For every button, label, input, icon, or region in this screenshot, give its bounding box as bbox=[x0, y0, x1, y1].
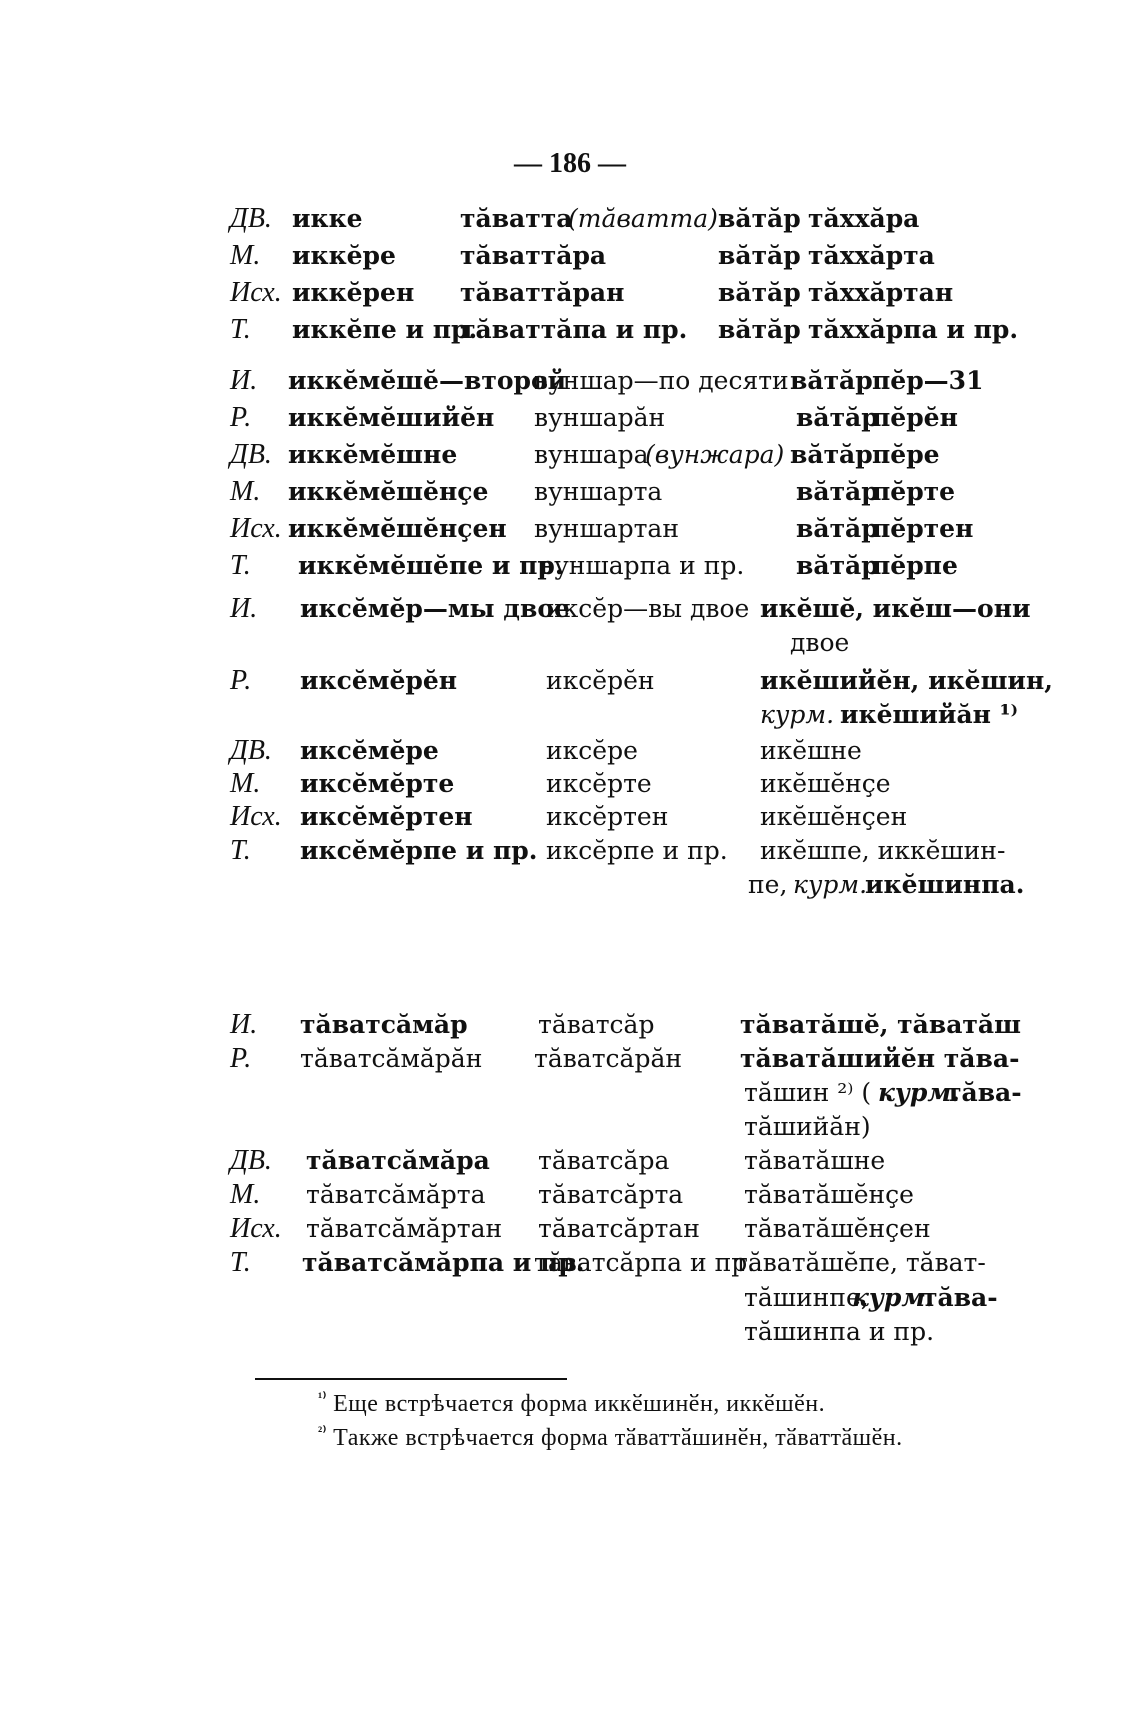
case-label: М. bbox=[230, 476, 261, 507]
cell: иксӗрте bbox=[546, 769, 652, 798]
table-row bbox=[250, 1108, 1070, 1142]
table-row bbox=[230, 362, 1070, 399]
cell: икӗшӗ, икӗш—они bbox=[760, 594, 1031, 623]
declension-block-1 bbox=[230, 200, 1070, 348]
case-label: М. bbox=[230, 1179, 261, 1210]
cell: тӑшинпе, bbox=[744, 1283, 869, 1312]
cell: икӗшӗнҫе bbox=[760, 769, 891, 798]
cell: тӑххӑрта bbox=[808, 241, 935, 270]
case-label: Р. bbox=[230, 1043, 252, 1074]
page-number: — 186 — bbox=[514, 148, 626, 179]
cell: тӑватӑшийӗн тӑва- bbox=[740, 1044, 1020, 1073]
table-row bbox=[230, 436, 1070, 473]
cell: икӗшӗнҫен bbox=[760, 802, 908, 831]
cell: пӗртен bbox=[872, 514, 974, 543]
case-label: М. bbox=[230, 240, 261, 271]
cell: тӑва- bbox=[922, 1283, 998, 1312]
cell: иксӗмӗртен bbox=[300, 802, 473, 831]
cell: тӑватсӑмӑрӑн bbox=[300, 1044, 483, 1073]
case-label: Исх. bbox=[230, 801, 282, 832]
cell: вуншар—по десяти bbox=[534, 366, 789, 395]
table-row bbox=[230, 1040, 1070, 1074]
case-label: И. bbox=[230, 365, 258, 396]
cell: тӑшинпа и пр. bbox=[744, 1317, 935, 1346]
cell: тӑватсӑмӑрта bbox=[306, 1180, 486, 1209]
case-label: Исх. bbox=[230, 1213, 282, 1244]
cell: вӑтӑр bbox=[796, 403, 879, 432]
case-label: М. bbox=[230, 768, 261, 799]
cell: икӗшинпа. bbox=[865, 870, 1025, 899]
cell: двое bbox=[790, 628, 850, 657]
cell: тӑваттӑран bbox=[460, 278, 625, 307]
table-row bbox=[230, 732, 1070, 766]
cell: икке bbox=[292, 204, 363, 233]
cell: тӑваттӑпа и пр. bbox=[460, 315, 688, 344]
cell: тӑватӑшӗпе, тӑват- bbox=[734, 1248, 986, 1277]
cell: вуншартан bbox=[534, 514, 679, 543]
cell: иккӗре bbox=[292, 241, 396, 270]
cell: иксӗмӗре bbox=[300, 736, 439, 765]
cell: тӑватта bbox=[460, 204, 573, 233]
cell: пӗрпе bbox=[872, 551, 958, 580]
table-row bbox=[230, 547, 1070, 584]
cell: иксӗре bbox=[546, 736, 638, 765]
cell: иккӗрен bbox=[292, 278, 415, 307]
cell: иккӗпе и пр. bbox=[292, 315, 478, 344]
cell: икӗшпе, иккӗшин- bbox=[760, 836, 1006, 865]
cell-italic: (тӑватта) bbox=[568, 204, 718, 233]
case-label: Т. bbox=[230, 1247, 251, 1278]
cell: тӑватсӑра bbox=[538, 1146, 670, 1175]
cell: тӑххӑртан bbox=[808, 278, 954, 307]
cell: тӑватсӑрта bbox=[538, 1180, 684, 1209]
case-label: ДВ. bbox=[230, 203, 272, 234]
cell: иккӗмӗшӗ—второй bbox=[288, 366, 567, 395]
table-row bbox=[230, 1244, 1070, 1279]
cell: тӑва- bbox=[946, 1078, 1022, 1107]
case-label: ДВ. bbox=[230, 1145, 272, 1176]
cell: пӗре bbox=[872, 440, 940, 469]
cell: вӑтӑр bbox=[796, 551, 879, 580]
table-row bbox=[230, 311, 1070, 348]
table-row bbox=[250, 1279, 1070, 1313]
cell: тӑватӑшне bbox=[744, 1146, 886, 1175]
footnote-text: Еще встрѣчается форма иккӗшинӗн, иккӗшӗн. bbox=[333, 1391, 826, 1417]
case-label: Т. bbox=[230, 835, 251, 866]
case-label: И. bbox=[230, 1009, 258, 1040]
table-row bbox=[250, 696, 1070, 732]
footnote-marker: ²⁾ bbox=[318, 1425, 327, 1440]
cell: тӑватсӑр bbox=[538, 1010, 655, 1039]
cell: иксӗмӗрпе и пр. bbox=[300, 836, 538, 865]
table-row bbox=[230, 510, 1070, 547]
cell-italic: курм. bbox=[793, 870, 868, 899]
case-label: И. bbox=[230, 593, 258, 624]
cell: иксӗр—вы двое bbox=[546, 594, 750, 623]
footnote-marker: ¹⁾ bbox=[318, 1391, 327, 1406]
cell: тӑватӑшӗнҫен bbox=[744, 1214, 931, 1243]
cell: тӑватсӑртан bbox=[538, 1214, 700, 1243]
table-row bbox=[230, 1142, 1070, 1176]
cell: пӗрте bbox=[872, 477, 956, 506]
cell: тӑваттӑра bbox=[460, 241, 607, 270]
cell: вуншарӑн bbox=[534, 403, 666, 432]
cell: тӑватсӑмӑра bbox=[306, 1146, 490, 1175]
case-label: Исх. bbox=[230, 277, 282, 308]
declension-block-3 bbox=[230, 590, 1070, 903]
cell: иксӗмӗрте bbox=[300, 769, 455, 798]
table-row bbox=[230, 832, 1070, 866]
cell: вӑтӑр bbox=[718, 204, 801, 233]
table-row bbox=[230, 1176, 1070, 1210]
cell: иккӗмӗшне bbox=[288, 440, 458, 469]
cell: пӗр—31 bbox=[872, 366, 984, 395]
cell: вӑтӑр bbox=[718, 315, 801, 344]
cell: пӗрӗн bbox=[872, 403, 958, 432]
table-row bbox=[250, 866, 1070, 903]
table-row bbox=[230, 274, 1070, 311]
table-row bbox=[230, 662, 1070, 696]
case-label: Р. bbox=[230, 665, 252, 696]
cell: иксӗрпе и пр. bbox=[546, 836, 728, 865]
cell: иккӗмӗшийӗн bbox=[288, 403, 495, 432]
cell: тӑххӑра bbox=[808, 204, 920, 233]
cell: тӑватӑшӗнҫе bbox=[744, 1180, 914, 1209]
table-row bbox=[230, 798, 1070, 832]
cell: иксӗмӗрӗн bbox=[300, 666, 458, 695]
table-row bbox=[230, 765, 1070, 799]
cell: иксӗртен bbox=[546, 802, 669, 831]
cell-italic: (вунжара) bbox=[645, 440, 785, 469]
case-label: Р. bbox=[230, 402, 252, 433]
declension-block-2 bbox=[230, 362, 1070, 584]
cell-italic: курм. bbox=[878, 1078, 960, 1107]
table-row bbox=[230, 1210, 1070, 1244]
table-row bbox=[230, 1006, 1070, 1040]
cell: тӑшийӑн) bbox=[744, 1112, 871, 1141]
cell: иккӗмӗшӗпе и пр. bbox=[298, 551, 564, 580]
cell: вуншарпа и пр. bbox=[540, 551, 745, 580]
case-label: ДВ. bbox=[230, 439, 272, 470]
cell: вӑтӑр bbox=[718, 278, 801, 307]
cell: вуншарта bbox=[534, 477, 663, 506]
table-row bbox=[230, 237, 1070, 274]
footnote-separator bbox=[255, 1378, 567, 1380]
cell: тӑватсӑмӑр bbox=[300, 1010, 468, 1039]
cell: тӑватсӑмӑртан bbox=[306, 1214, 503, 1243]
cell: тӑватӑшӗ, тӑватӑш bbox=[740, 1010, 1021, 1039]
cell: иксӗрӗн bbox=[546, 666, 655, 695]
footnote-2 bbox=[318, 1424, 903, 1452]
table-row bbox=[230, 473, 1070, 510]
footnote-text: Также встрѣчается форма тӑваттӑшинӗн, тӑваттӑшӗн. bbox=[333, 1425, 903, 1451]
footnote-1 bbox=[318, 1390, 825, 1418]
table-row bbox=[250, 624, 1070, 662]
cell: вуншара bbox=[534, 440, 649, 469]
cell: вӑтӑр bbox=[796, 514, 879, 543]
cell: пе, bbox=[748, 870, 788, 899]
case-label: Т. bbox=[230, 550, 251, 581]
cell: иксӗмӗр—мы двое bbox=[300, 594, 570, 623]
cell: вӑтӑр bbox=[790, 440, 873, 469]
declension-block-4 bbox=[230, 1006, 1070, 1347]
cell: вӑтӑр bbox=[718, 241, 801, 270]
table-row bbox=[250, 1074, 1070, 1108]
cell: икӗшне bbox=[760, 736, 862, 765]
cell: вӑтӑр bbox=[790, 366, 873, 395]
cell: икӗшийӗн, икӗшин, bbox=[760, 666, 1053, 695]
cell: вӑтӑр bbox=[796, 477, 879, 506]
cell: икӗшийӑн ¹⁾ bbox=[840, 700, 1019, 729]
table-row bbox=[230, 200, 1070, 237]
table-row bbox=[250, 1313, 1070, 1347]
cell: тӑххӑрпа и пр. bbox=[808, 315, 1019, 344]
case-label: Исх. bbox=[230, 513, 282, 544]
case-label: ДВ. bbox=[230, 735, 272, 766]
cell-italic: курм. bbox=[852, 1283, 934, 1312]
cell: тӑватсӑрпа и пр. bbox=[534, 1248, 756, 1277]
cell: тӑватсӑмӑрпа и пр. bbox=[302, 1248, 585, 1277]
cell-italic: курм. bbox=[760, 700, 835, 729]
table-row bbox=[230, 399, 1070, 436]
case-label: Т. bbox=[230, 314, 251, 345]
table-row bbox=[230, 590, 1070, 624]
cell: иккӗмӗшӗнҫе bbox=[288, 477, 489, 506]
cell: иккӗмӗшӗнҫен bbox=[288, 514, 507, 543]
cell: тӑшин ²⁾ ( bbox=[744, 1078, 872, 1107]
cell: тӑватсӑрӑн bbox=[534, 1044, 683, 1073]
